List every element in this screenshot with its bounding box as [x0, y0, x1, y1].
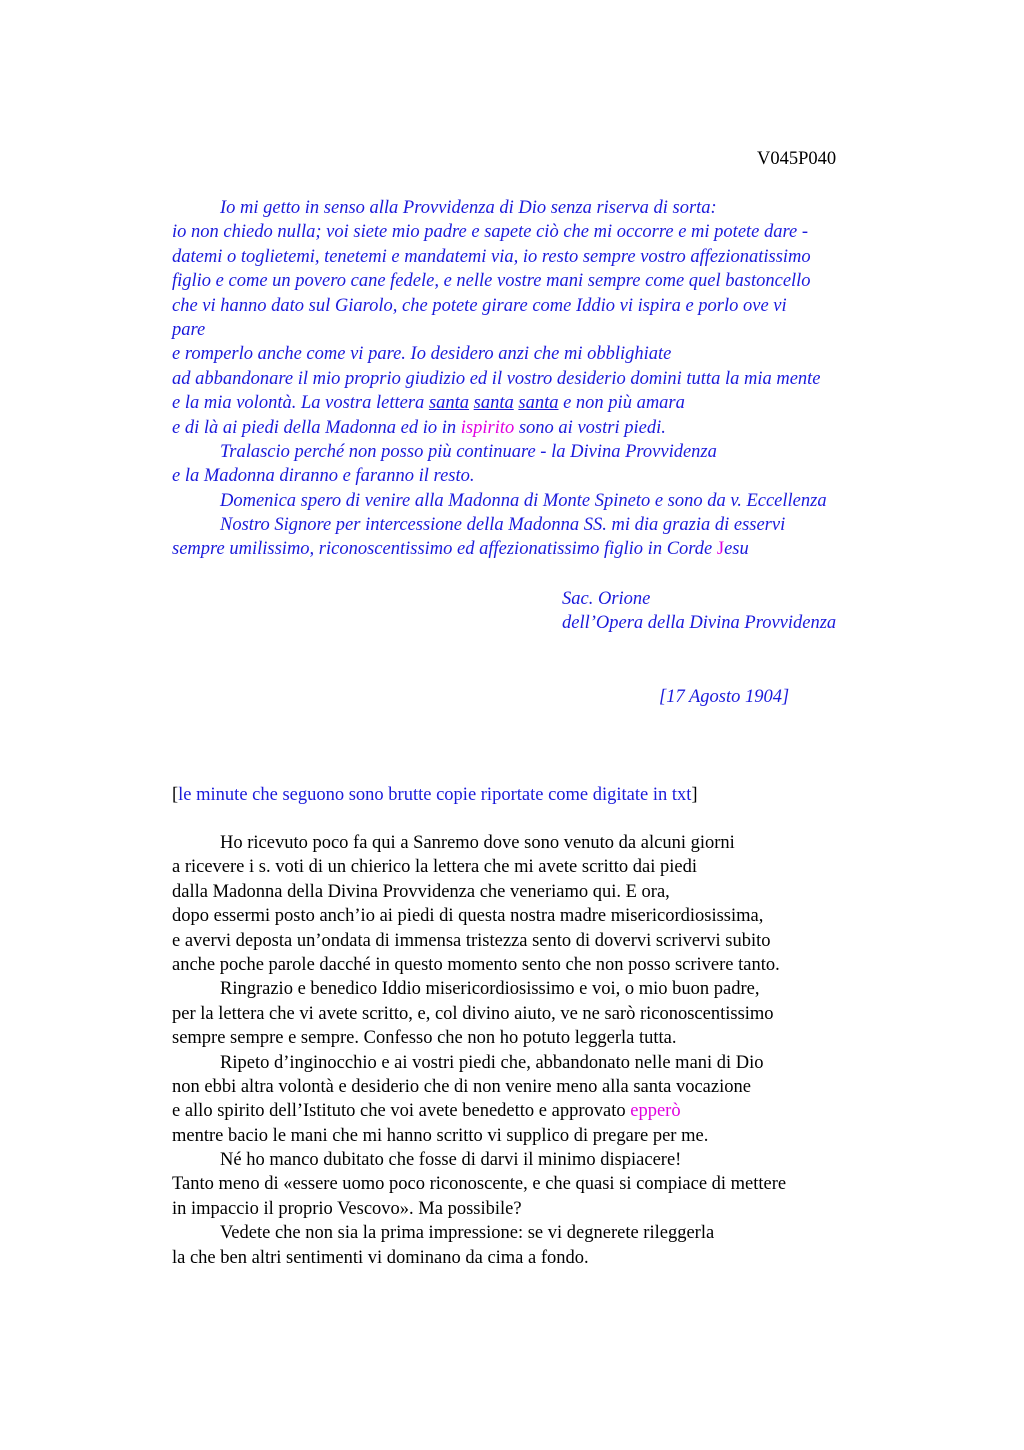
document-reference-code: V045P040 — [757, 149, 837, 169]
highlighted-letter: J — [716, 539, 725, 560]
letter-line: pare — [172, 319, 206, 340]
draft-text: e allo spirito dell’Istituto che voi avete benedetto e approvato — [172, 1101, 631, 1122]
letter-line: Nostro Signore per intercessione della Madonna SS. mi dia grazia di esservi — [220, 515, 786, 536]
letter-line: ad abbandonare il mio proprio giudizio ed il vostro desiderio domini tutta la mia mente — [172, 368, 821, 389]
signature-block — [562, 587, 836, 636]
draft-line: Ripeto d’inginocchio e ai vostri piedi che, abbandonato nelle mani di Dio — [220, 1052, 764, 1073]
editor-note — [172, 783, 698, 807]
date-text: 17 Agosto 1904 — [666, 687, 783, 707]
underlined-word: santa — [518, 393, 559, 414]
note-bracket-open: [ — [172, 785, 179, 805]
letter-line: che vi hanno dato sul Giarolo, che potete girare come Iddio vi ispira e porlo ove vi — [172, 295, 787, 316]
letter-line — [172, 416, 1004, 440]
letter-line: io non chiedo nulla; voi siete mio padre e sapete ciò che mi occorre e mi potete dare - — [172, 222, 809, 243]
draft-line: Tanto meno di «essere uomo poco riconoscente, e che quasi si compiace di mettere — [172, 1174, 787, 1195]
draft-line: mentre bacio le mani che mi hanno scritto vi supplico di pregare per me. — [172, 1125, 709, 1146]
letter-line: e la Madonna diranno e faranno il resto. — [172, 466, 475, 487]
letter-line — [172, 537, 1004, 561]
draft-line: Ringrazio e benedico Iddio misericordiosissimo e voi, o mio buon padre, — [220, 979, 760, 1000]
draft-line: dopo essermi posto anch’io ai piedi di questa nostra madre misericordiosissima, — [172, 906, 764, 927]
letter-line: figlio e come un povero cane fedele, e nelle vostre mani sempre come quel bastoncello — [172, 271, 811, 292]
draft-line: in impaccio il proprio Vescovo». Ma possibile? — [172, 1198, 522, 1219]
note-bracket-close: ] — [691, 785, 698, 805]
draft-line: dalla Madonna della Divina Provvidenza che veneriamo qui. E ora, — [172, 881, 670, 902]
draft-line: Ho ricevuto poco fa qui a Sanremo dove sono venuto da alcuni giorni — [220, 833, 735, 853]
letter-text: esu — [724, 539, 749, 560]
draft-line — [172, 1099, 1004, 1123]
draft-line: sempre sempre e sempre. Confesso che non ho potuto leggerla tutta. — [172, 1028, 677, 1049]
letter-line: Io mi getto in senso alla Provvidenza di Dio senza riserva di sorta: — [220, 198, 717, 218]
letter-date — [659, 685, 789, 709]
note-text: le minute che seguono sono brutte copie riportate come digitate in txt — [178, 785, 692, 805]
draft-line: Né ho manco dubitato che fosse di darvi il minimo dispiacere! — [220, 1150, 682, 1171]
underlined-word: santa — [473, 393, 514, 414]
draft-line: e avervi deposta un’ondata di immensa tristezza sento di dovervi scrivervi subito — [172, 930, 771, 951]
letter-line: Tralascio perché non posso più continuare - la Divina Provvidenza — [220, 441, 717, 462]
letter-text: e non più amara — [558, 393, 685, 414]
letter-line: datemi o toglietemi, tenetemi e mandatemi via, io resto sempre vostro affezionatissimo — [172, 246, 811, 267]
signature-organization: dell’Opera della Divina Provvidenza — [562, 613, 837, 634]
draft-line: la che ben altri sentimenti vi dominano da cima a fondo. — [172, 1247, 589, 1268]
signature-name: Sac. Orione — [562, 589, 651, 609]
letter-text: sempre umilissimo, riconoscentissimo ed affezionatissimo figlio in Corde — [172, 539, 717, 560]
letter-text: e di là ai piedi della Madonna ed io in — [172, 417, 461, 438]
letter-line — [172, 391, 1004, 415]
date-bracket-open: [ — [659, 687, 667, 707]
draft-line: per la lettera che vi avete scritto, e, col divino aiuto, ve ne sarò riconoscentissimo — [172, 1003, 774, 1024]
letter-body — [172, 196, 1004, 562]
letter-line: e romperlo anche come vi pare. Io desidero anzi che mi obblighiate — [172, 344, 672, 365]
draft-line: Vedete che non sia la prima impressione: se vi degnerete rileggerla — [220, 1223, 715, 1244]
highlighted-word: epperò — [630, 1101, 681, 1122]
highlighted-word: ispirito — [460, 417, 515, 438]
draft-line: anche poche parole dacché in questo momento sento che non posso scrivere tanto. — [172, 954, 780, 975]
draft-line: non ebbi altra volontà e desiderio che di non venire meno alla santa vocazione — [172, 1076, 751, 1097]
draft-line: a ricevere i s. voti di un chierico la lettera che mi avete scritto dai piedi — [172, 857, 697, 878]
letter-line: Domenica spero di venire alla Madonna di Monte Spineto e sono da v. Eccellenza — [220, 490, 827, 511]
date-bracket-close: ] — [782, 687, 790, 707]
letter-text: e la mia volontà. La vostra lettera — [172, 393, 429, 414]
draft-body — [172, 831, 1004, 1270]
underlined-word: santa — [428, 393, 470, 414]
letter-text: sono ai vostri piedi. — [514, 417, 666, 438]
